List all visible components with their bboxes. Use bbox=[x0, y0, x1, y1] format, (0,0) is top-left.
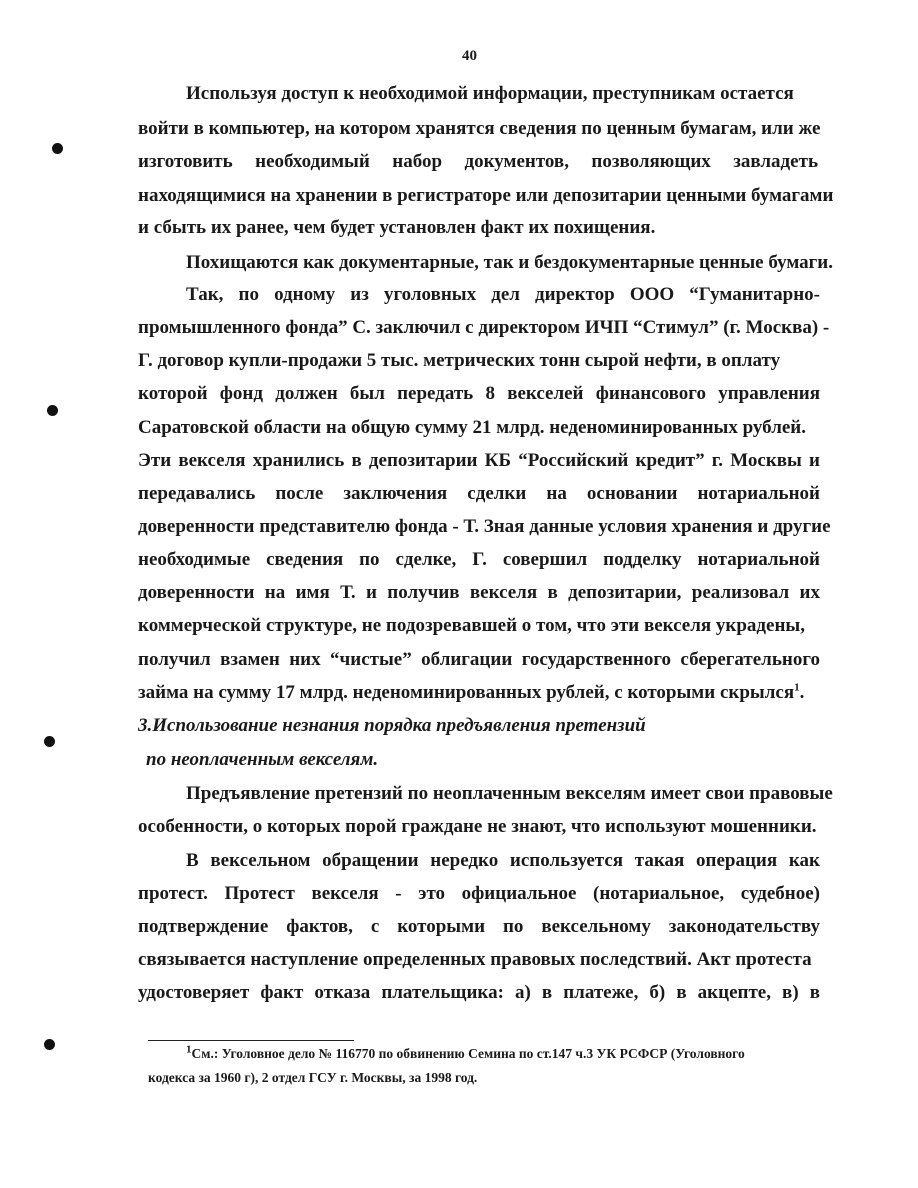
paragraph-3-line: доверенности представителю фонда - Т. Зная данные условия хранения и другие bbox=[138, 516, 831, 537]
footnote-mark: 1 bbox=[186, 1043, 192, 1056]
paragraph-1-line: изготовить необходимый набор документов, позволяющих завладеть bbox=[138, 151, 818, 172]
paragraph-4-line: Предъявление претензий по неоплаченным векселям имеет свои правовые bbox=[186, 783, 833, 804]
paragraph-1-line: находящимися на хранении в регистраторе или депозитарии ценными бумагами bbox=[138, 185, 834, 206]
footnote-reference: 1 bbox=[794, 681, 800, 694]
paragraph-5-line: связывается наступление определенных правовых последствий. Акт протеста bbox=[138, 949, 812, 970]
paragraph-5-line: В вексельном обращении нередко используется такая операция как bbox=[186, 850, 820, 871]
paragraph-3-line: получил взамен них “чистые” облигации государственного сберегательного bbox=[138, 649, 820, 670]
paragraph-1-line: войти в компьютер, на котором хранятся сведения по ценным бумагам, или же bbox=[138, 118, 821, 139]
margin-dot bbox=[44, 736, 55, 747]
paragraph-4-line: особенности, о которых порой граждане не знают, что используют мошенники. bbox=[138, 816, 817, 837]
sentence-period: . bbox=[799, 682, 805, 703]
paragraph-3-line: Г. договор купли-продажи 5 тыс. метрических тонн сырой нефти, в оплату bbox=[138, 350, 781, 371]
paragraph-3-line: коммерческой структуре, не подозревавшей о том, что эти векселя украдены, bbox=[138, 615, 806, 636]
margin-dot bbox=[52, 143, 63, 154]
paragraph-1-line: и сбыть их ранее, чем будет установлен факт их похищения. bbox=[138, 217, 656, 238]
paragraph-3-line-text: займа на сумму 17 млрд. неденоминированных рублей, с которыми скрылся bbox=[138, 682, 795, 703]
paragraph-3-line: необходимые сведения по сделке, Г. совершил подделку нотариальной bbox=[138, 549, 820, 570]
footnote-line bbox=[186, 1043, 745, 1061]
section-heading-line: 3.Использование незнания порядка предъявления претензий bbox=[138, 715, 646, 736]
footnote-separator bbox=[148, 1040, 354, 1041]
paragraph-3-line: промышленного фонда” С. заключил с директором ИЧП “Стимул” (г. Москва) - bbox=[138, 317, 830, 338]
paragraph-5-line: протест. Протест векселя - это официальное (нотариальное, судебное) bbox=[138, 883, 820, 904]
paragraph-3-line: Саратовской области на общую сумму 21 млрд. неденоминированных рублей. bbox=[138, 417, 806, 438]
paragraph-2-line: Похищаются как документарные, так и бездокументарные ценные бумаги. bbox=[186, 252, 834, 273]
paragraph-3-line: которой фонд должен был передать 8 векселей финансового управления bbox=[138, 383, 820, 404]
section-heading-line: по неоплаченным векселям. bbox=[146, 749, 379, 770]
paragraph-5-line: подтверждение фактов, с которыми по вексельному законодательству bbox=[138, 916, 820, 937]
paragraph-3-line: Так, по одному из уголовных дел директор ООО “Гуманитарно- bbox=[186, 284, 820, 305]
paragraph-5-line: удостоверяет факт отказа плательщика: а) в платеже, б) в акцепте, в) в bbox=[138, 982, 820, 1003]
footnote-text: См.: Уголовное дело № 116770 по обвинению Семина по ст.147 ч.3 УК РСФСР (Уголовного bbox=[191, 1046, 745, 1061]
footnote-line: кодекса за 1960 г), 2 отдел ГСУ г. Москвы, за 1998 год. bbox=[148, 1070, 478, 1085]
page-number: 40 bbox=[462, 48, 477, 64]
margin-dot bbox=[44, 1039, 55, 1050]
paragraph-3-line: передавались после заключения сделки на основании нотариальной bbox=[138, 483, 820, 504]
paragraph-3-line: Эти векселя хранились в депозитарии КБ “Российский кредит” г. Москвы и bbox=[138, 450, 820, 471]
paragraph-3-line bbox=[138, 683, 804, 702]
margin-dot bbox=[47, 405, 58, 416]
paragraph-3-line: доверенности на имя Т. и получив векселя в депозитарии, реализовал их bbox=[138, 582, 820, 603]
paragraph-1-line: Используя доступ к необходимой информации, преступникам остается bbox=[186, 83, 794, 104]
